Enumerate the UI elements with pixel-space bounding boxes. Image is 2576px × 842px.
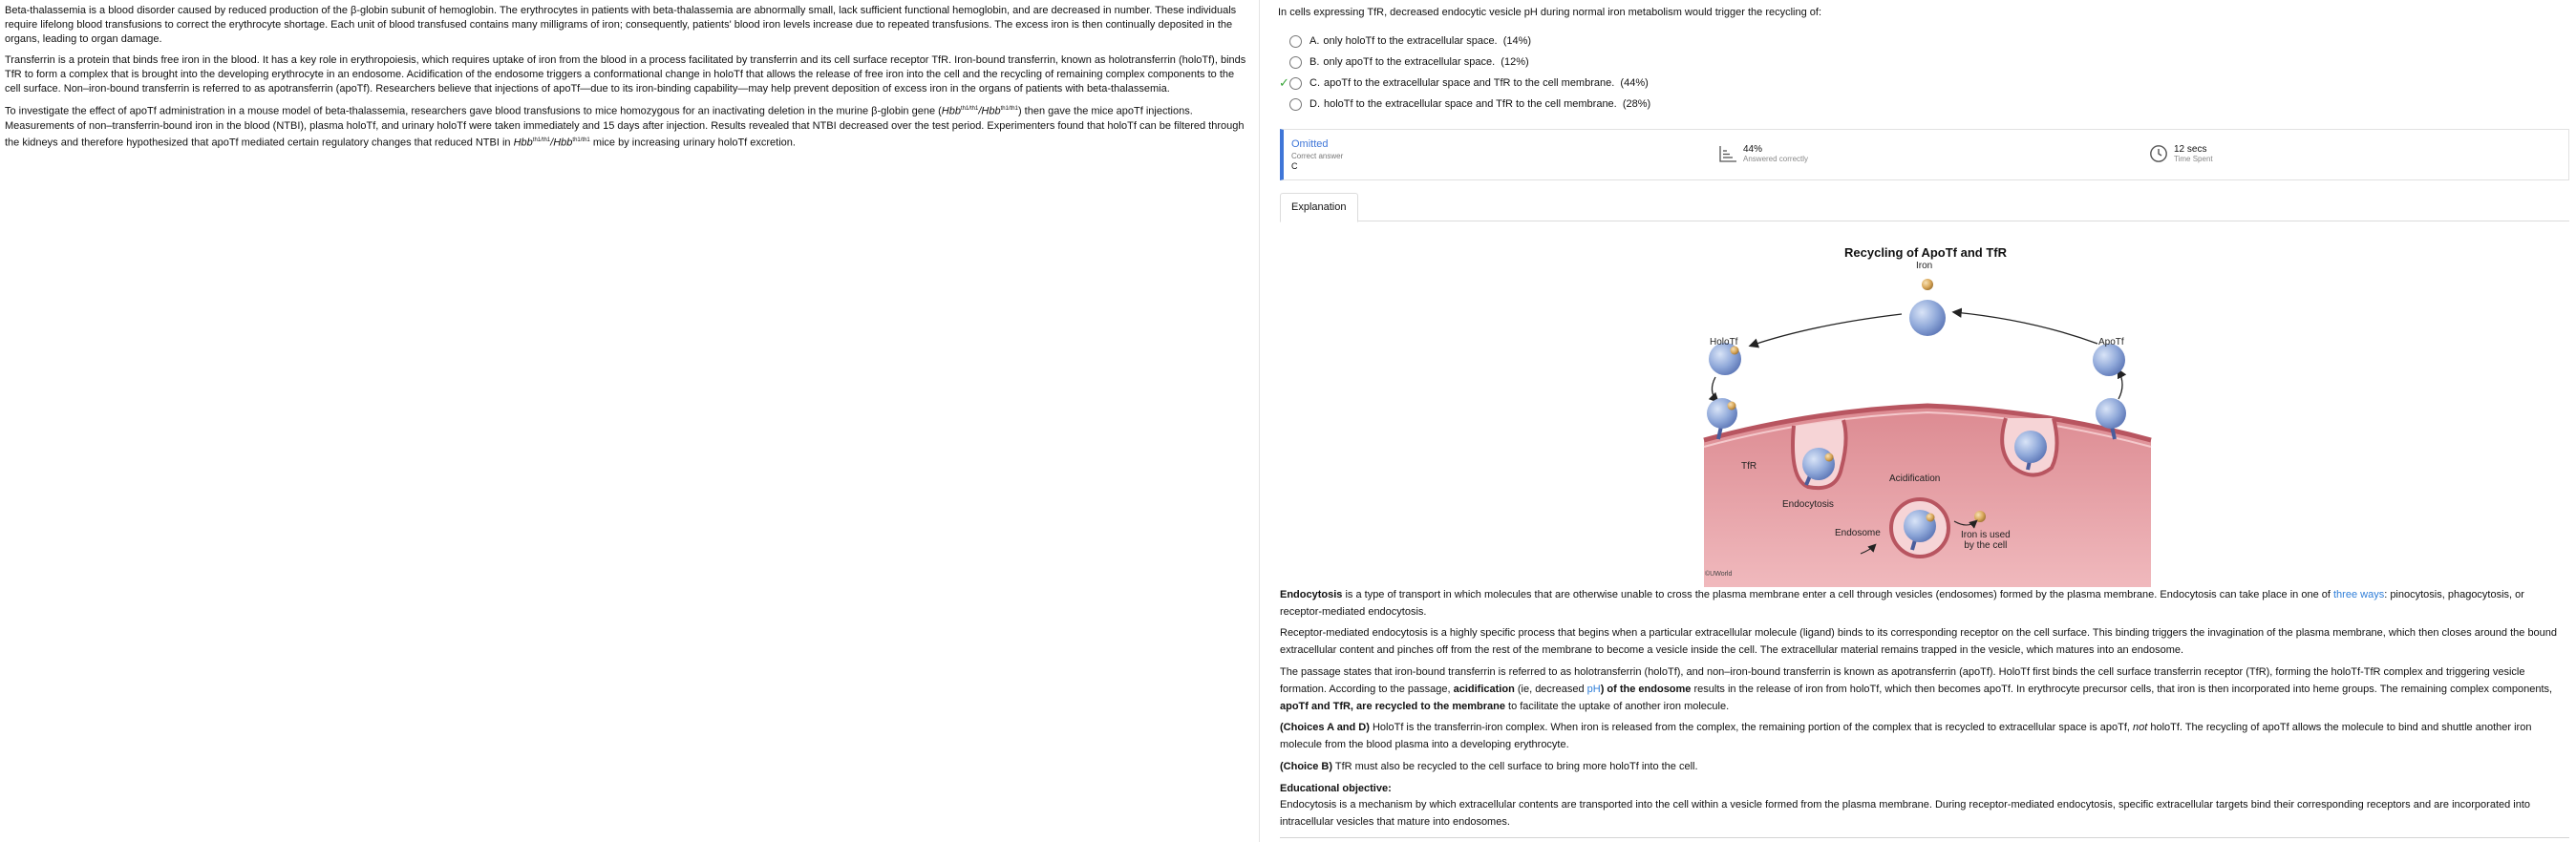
time-spent-stat (2149, 144, 2213, 163)
time-label: Time Spent (2174, 155, 2213, 163)
label-iron: Iron (1916, 261, 1933, 271)
choice-text: only apoTf to the extracellular space. (1323, 56, 1496, 68)
label-apotf: ApoTf (2098, 337, 2124, 347)
label-acidification: Acidification (1889, 474, 1941, 484)
term-acidification: acidification (1453, 684, 1515, 695)
gene-name: Hbb (941, 105, 961, 117)
percent-label: Answered correctly (1743, 155, 1809, 163)
question-stem: In cells expressing TfR, decreased endocytic vesicle pH during normal iron metabolism would trigger the recycling of: (1278, 7, 1822, 18)
passage-text: To investigate the effect of apoTf administration in a mouse model of beta-thalassemia, researchers gave blood transfusions to mice homozygous for an inactivating deletion in the murine β-globin gene ( (5, 105, 942, 117)
iron-particle (1922, 279, 1933, 290)
label-holotf: HoloTf (1710, 337, 1738, 347)
educational-objective-title: Educational objective: (1280, 783, 1392, 794)
status-omitted: Omitted (1291, 138, 1329, 150)
iron-particle (1825, 453, 1834, 462)
explanation-text: TfR must also be recycled to the cell surface to bring more holoTf into the cell. (1332, 761, 1698, 772)
gene-superscript: th1/th1 (572, 137, 590, 144)
choice-b-label: (Choice B) (1280, 761, 1332, 772)
label-endocytosis: Endocytosis (1782, 499, 1834, 510)
answer-status (1291, 138, 1343, 171)
choice-percent: (28%) (1622, 98, 1651, 110)
answer-choice-c[interactable] (1279, 74, 1649, 92)
label-iron-used-line-2: by the cell (1964, 540, 2008, 551)
choices-a-d-label: (Choices A and D) (1280, 722, 1370, 733)
radio-button[interactable] (1289, 56, 1302, 69)
gene-superscript: th1/th1 (1000, 106, 1018, 113)
choice-text: apoTf to the extracellular space and TfR to the cell membrane. (1324, 77, 1615, 89)
correct-answer-label: Correct answer (1291, 152, 1344, 160)
explanation-paragraph-4 (1280, 719, 2560, 753)
answer-choice-d[interactable] (1289, 95, 1650, 113)
passage-text: ) then gave the mice apoTf injections. Measurements of non–transferrin-bound iron in the blood (NTBI), plasma holoTf, and urinary holoTf were taken immediately and 15 days after injection. Results revealed that NTBI decreased over the test period. Experimenters found that holoTf can be filtered through the kidneys and therefore hypothesized that apoTf mediated certain regulatory changes that reduced NTBI in (5, 105, 1245, 149)
percent-correct-stat (1718, 144, 1808, 163)
passage-paragraph-2: Transferrin is a protein that binds free iron in the blood. It has a key role in erythropoiesis, which requires uptake of iron from the blood in a process facilitated by transferrin and its cell surface receptor TfR. Iron-bound transferrin, known as holotransferrin (holoTf), binds TfR to form a complex that is brought into the developing erythrocyte in an endosome. Acidification of the endosome triggers a conformational change in holoTf that allows the release of free iron into the cell and the recycling of remaining complex components to the cell surface. Non–iron-bound transferrin is referred to as apotransferrin (apoTf). Researchers believe that injections of apoTf—due to its iron-binding capability—may help prevent deposition of excess iron in the organs of patients with beta-thalassemia. (5, 53, 1246, 95)
gene-name: Hbb (513, 137, 533, 149)
explanation-paragraph-5 (1280, 758, 2560, 775)
time-value: 12 secs (2174, 144, 2207, 155)
term-endocytosis: Endocytosis (1280, 589, 1343, 600)
arrow-to-holotf (1751, 314, 1902, 346)
answer-choice-b[interactable] (1289, 53, 1529, 71)
choice-text: holoTf to the extracellular space and TfR to the cell membrane. (1324, 98, 1617, 110)
arrow-apotf-up (2118, 370, 2122, 399)
label-iron-used-line-1: Iron is used (1961, 530, 2011, 540)
radio-button[interactable] (1289, 77, 1302, 90)
holotf-endocytosed (1802, 448, 1835, 480)
apotf-molecule (2093, 344, 2125, 376)
passage-paragraph-1: Beta-thalassemia is a blood disorder caused by reduced production of the β-globin subunit of hemoglobin. The erythrocytes in patients with beta-thalassemia are abnormally small, lack sufficient functional hemoglobin, and are decreased in number. These individuals require lifelong blood transfusions to correct the erythrocyte shortage. Each unit of blood transfused contains many milligrams of iron; consequently, patients' blood iron levels increase due to repeated transfusions. The excess iron is then continually deposited in the organs, leading to organ damage. (5, 5, 1237, 46)
term-recycled: apoTf and TfR, are recycled to the membrane (1280, 701, 1505, 712)
arrow-holotf-down (1712, 377, 1717, 401)
three-ways-link[interactable]: three ways (2333, 589, 2385, 600)
arrow-from-apotf (1954, 312, 2097, 344)
iron-particle (1974, 511, 1986, 522)
choice-text: only holoTf to the extracellular space. (1323, 35, 1498, 47)
term-of-endosome: of the endosome (1607, 684, 1692, 695)
label-endosome: Endosome (1835, 528, 1881, 538)
choice-letter: C. (1309, 77, 1320, 89)
tab-bar (1280, 193, 2569, 221)
diagram-svg (1698, 258, 2157, 587)
radio-button[interactable] (1289, 35, 1302, 48)
choice-letter: A. (1309, 35, 1320, 47)
gene-superscript: th1/th1 (960, 106, 979, 113)
passage-paragraph-3 (5, 102, 1251, 151)
choice-percent: (44%) (1620, 77, 1649, 89)
explanation-paragraph-2: Receptor-mediated endocytosis is a highly specific process that begins when a particular extracellular molecule (ligand) binds to its corresponding receptor on the cell surface. This binding triggers the invagination of the plasma membrane, which then closes around the bound extracellular content and pinches off from the rest of the membrane to become a vesicle inside the cell. The extracellular material remains trapped in the vesicle, which matures into an endosome. (1280, 627, 2558, 656)
explanation-paragraph-3 (1280, 663, 2560, 715)
iron-particle (1927, 514, 1935, 522)
copyright-text: ©UWorld (1705, 571, 1733, 578)
gene-name: /Hbb (978, 105, 1001, 117)
explanation-text: : pinocytosis, phagocytosis, or receptor-mediated endocytosis. (1280, 589, 2524, 618)
tab-explanation[interactable]: Explanation (1280, 193, 1358, 222)
explanation-text: HoloTf is the transferrin-iron complex. When iron is released from the complex, the remaining portion of the complex that is recycled to extracellular space is apoTf, (1369, 722, 2133, 733)
radio-button[interactable] (1289, 98, 1302, 111)
figure-title: Recycling of ApoTf and TfR (1844, 245, 2007, 260)
explanation-text: holoTf. The recycling of apoTf allows the molecule to bind and shuttle another iron molecule from the blood plasma into a developing erythrocyte. (1280, 722, 2532, 750)
gene-name: /Hbb (550, 137, 573, 149)
bottom-divider (1280, 837, 2569, 838)
correct-check-icon: ✓ (1279, 75, 1289, 90)
cell-cytoplasm (1704, 406, 2151, 587)
explanation-text: is a type of transport in which molecules that are otherwise unable to cross the plasma membrane enter a cell through vesicles (endosomes) formed by the plasma membrane. Endocytosis can take place in one of (1342, 589, 2333, 600)
bar-chart-icon (1718, 144, 1737, 163)
choice-letter: B. (1309, 56, 1320, 68)
passage-panel (0, 0, 1258, 842)
explanation-paragraph-1 (1280, 586, 2560, 621)
label-tfr: TfR (1741, 461, 1757, 472)
question-panel (1278, 0, 2569, 842)
explanation-text: (ie, decreased (1514, 684, 1587, 695)
gene-superscript: th1/th1 (532, 137, 551, 144)
label-iron-used (1961, 530, 2011, 551)
choice-percent: (12%) (1501, 56, 1529, 68)
panel-divider[interactable] (1259, 0, 1260, 842)
answer-choice-a[interactable] (1289, 32, 1531, 50)
choice-percent: (14%) (1502, 35, 1532, 47)
correct-answer-value: C (1291, 161, 1298, 171)
explanation-text: results in the release of iron from holoTf, which then becomes apoTf. In erythrocyte precursor cells, that iron is then incorporated into heme groups. The remaining complex components, (1691, 684, 2553, 695)
recycling-diagram (1698, 258, 2157, 587)
explanation-text: The passage states that iron-bound transferrin is referred to as holotransferrin (holoTf), and non–iron-bound transferrin is known as apotransferrin (apoTf). HoloTf first binds the cell surface transferrin receptor (TfR), forming the holoTf-TfR complex and triggering vesicle formation. According to the passage, (1280, 666, 2525, 695)
term-close-paren: ) (1600, 684, 1607, 695)
apotf-bound (2096, 398, 2126, 429)
apotf-recycling (2014, 431, 2047, 463)
explanation-text: to facilitate the uptake of another iron molecule. (1504, 701, 1730, 712)
answer-stats-bar (1280, 129, 2569, 180)
ph-link[interactable]: pH (1586, 684, 1601, 695)
iron-particle (1728, 402, 1736, 410)
emphasis-not: not (2133, 722, 2148, 733)
passage-text: mice by increasing urinary holoTf excretion. (589, 137, 796, 149)
clock-icon (2149, 144, 2168, 163)
educational-objective-text: Endocytosis is a mechanism by which extracellular contents are transported into the cell within a vesicle formed from the plasma membrane. During receptor-mediated endocytosis, specific extracellular targets bind their corresponding receptors and are incorporated into intracellular vesicles that mature into endosomes. (1280, 799, 2531, 828)
choice-letter: D. (1309, 98, 1320, 110)
transferrin-molecule (1909, 300, 1946, 336)
percent-value: 44% (1743, 144, 1763, 155)
